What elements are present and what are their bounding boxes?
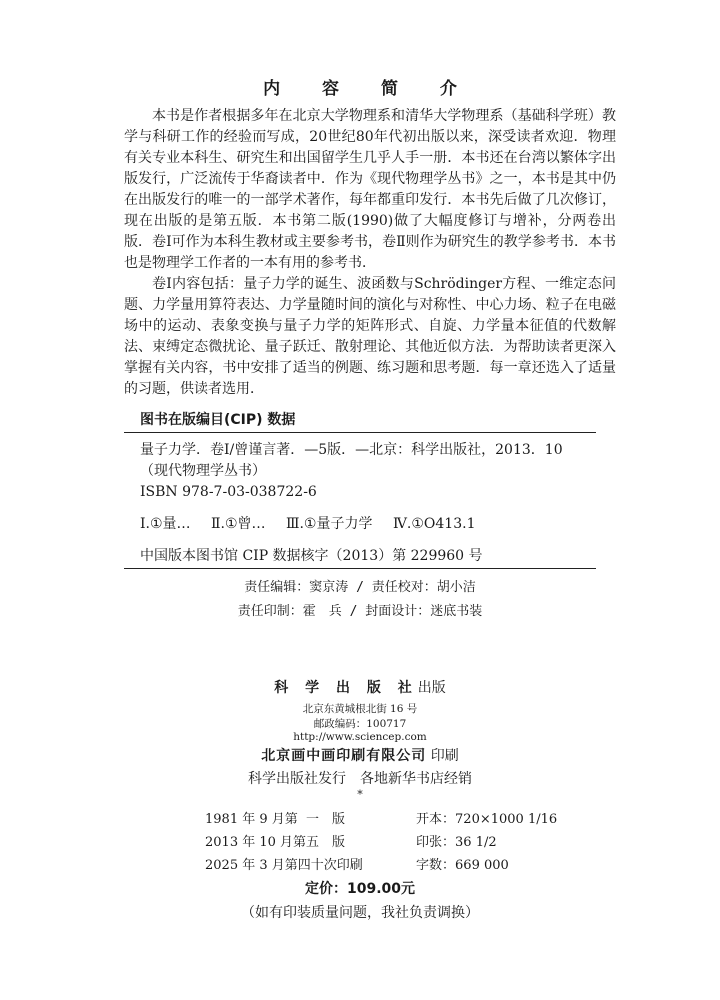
- edition-date: 2025 年 3 月第四十次印刷: [205, 858, 363, 873]
- cip-classification: [140, 514, 600, 535]
- cip-title-line: 量子力学．卷Ⅰ/曾谨言著．—5版．—北京：科学出版社，2013．10: [140, 442, 563, 458]
- edition-number: 一 版: [306, 812, 346, 827]
- publisher-url: http://www.sciencep.com: [293, 731, 427, 743]
- cip-class-4: Ⅳ.①O413.1: [392, 516, 476, 532]
- edition-table: [205, 806, 557, 875]
- cip-class-3: Ⅲ.①量子力学: [285, 516, 373, 532]
- publisher-postcode: 邮政编码：100717: [313, 718, 407, 730]
- intro-paragraph-1: 本书是作者根据多年在北京大学物理系和清华大学物理系（基础科学班）教学与科研工作的经验而写成，20世纪80年代初出版以来，深受读者欢迎．物理有关专业本科生、研究生和出国留学生几乎人手一册．本书还在台湾以繁体字出版发行，广泛流传于华裔读者中．作为《现代物理学丛书》之一，本书是其中仍在出版发行的唯一的一部学术著作，每年都重印发行．本书先后做了几次修订，现在出版的是第五版．本书第二版(1990)做了大幅度修订与增补，分两卷出版．卷Ⅰ可作为本科生教材或主要参考书，卷Ⅱ则作为研究生的教学参考书．本书也是物理学工作者的一本有用的参考书．: [124, 108, 616, 271]
- book-price: 定价：109.00元: [304, 881, 416, 897]
- table-row: [205, 852, 557, 875]
- quality-note: （如有印装质量问题，我社负责调换）: [241, 905, 479, 921]
- cip-heading: 图书在版编目(CIP) 数据: [140, 412, 296, 428]
- edition-spec: 字数：669 000: [416, 858, 509, 873]
- book-introduction: [124, 106, 616, 400]
- production-credits: 责任印制：霍 兵 / 封面设计：迷底书装: [237, 604, 483, 619]
- separator-star: *: [357, 788, 363, 801]
- cip-verification-number: 中国版本图书馆 CIP 数据核字（2013）第 229960 号: [140, 548, 483, 564]
- cip-class-1: Ⅰ.①量…: [140, 516, 191, 532]
- table-row: [205, 829, 557, 852]
- printer-line: [0, 745, 720, 765]
- cip-series-line: （现代物理学丛书）: [140, 463, 266, 479]
- printer-name: 北京画中画印刷有限公司: [261, 748, 427, 764]
- intro-paragraph-2: 卷Ⅰ内容包括：量子力学的诞生、波函数与Schrödinger方程、一维定态问题、力学量用算符表达、力学量随时间的演化与对称性、中心力场、粒子在电磁场中的运动、表象变换与量子力学的矩阵形式、自旋、力学量本征值的代数解法、束缚定态微扰论、量子跃迁、散射理论、其他近似方法．为帮助读者更深入掌握有关内容，书中安排了适当的例题、练习题和思考题．每一章还选入了适量的习题，供读者选用．: [124, 276, 616, 397]
- edition-number: 五 版: [306, 835, 346, 850]
- publisher-name: 科 学 出 版 社: [274, 680, 418, 696]
- cip-isbn: ISBN 978-7-03-038722-6: [140, 484, 317, 500]
- cip-class-2: Ⅱ.①曾…: [210, 516, 266, 532]
- cip-bottom-rule: [124, 568, 596, 569]
- printer-suffix: 印刷: [430, 748, 459, 764]
- distribution-line: 科学出版社发行 各地新华书店经销: [248, 771, 472, 787]
- edition-spec: 开本：720×1000 1/16: [416, 812, 558, 827]
- publisher-address: 北京东黄城根北街 16 号: [302, 703, 418, 715]
- edition-spec: 印张：36 1/2: [416, 835, 497, 850]
- edition-date: 1981 年 9 月第: [205, 812, 298, 827]
- cip-data-block: [140, 440, 600, 567]
- publisher-line: [0, 677, 720, 697]
- page-title: 内 容 简 介: [263, 79, 475, 99]
- table-row: [205, 806, 557, 829]
- edition-date: 2013 年 10 月第: [205, 835, 307, 850]
- publisher-suffix: 出版: [417, 680, 446, 696]
- cip-top-rule: [124, 432, 596, 433]
- editor-credits: 责任编辑：窦京涛 / 责任校对：胡小洁: [244, 580, 476, 595]
